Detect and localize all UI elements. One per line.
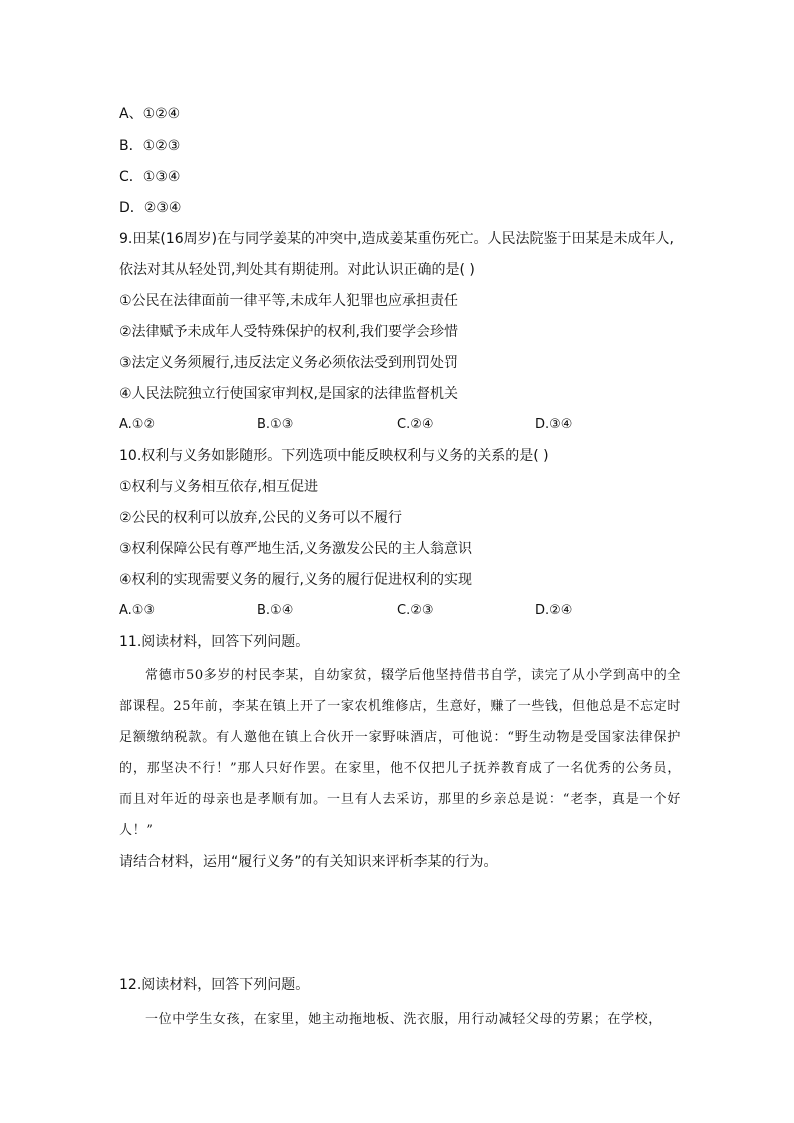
q11-material — [119, 660, 681, 846]
q10-statement-2: ②公民的权利可以放弃,公民的义务可以不履行 — [119, 510, 402, 526]
q9-choice-b: B.①③ — [257, 417, 294, 432]
q10-stem: 10.权利与义务如影随形。下列选项中能反映权利与义务的关系的是( ) — [119, 448, 549, 464]
q10-choice-b: B.①④ — [257, 603, 294, 618]
q9-stem-line1: 9.田某(16周岁)在与同学姜某的冲突中,造成姜某重伤死亡。人民法院鉴于田某是未成年人, — [119, 231, 674, 247]
q11-question: 请结合材料，运用“履行义务”的有关知识来评析李某的行为。 — [119, 854, 498, 870]
q11-material-text: 常德市50多岁的村民李某，自幼家贫，辍学后他坚持借书自学，读完了从小学到高中的全部课程。25年前，李某在镇上开了一家农机维修店，生意好，赚了一些钱，但他总是不忘定时足额缴纳税款。有人邀他在镇上合伙开一家野味酒店，可他说：“野生动物是受国家法律保护的，那坚决不行！”那人只好作罢。在家里，他不仅把儿子抚养教育成了一名优秀的公务员，而且对年近的母亲也是孝顺有加。一旦有人去采访，那里的乡亲总是说：“老李，真是一个好人！” — [119, 668, 681, 838]
q10-choice-a: A.①③ — [119, 603, 156, 618]
q12-material — [119, 1010, 681, 1030]
q8-option-a: A、①②④ — [119, 106, 181, 122]
q12-title: 12.阅读材料，回答下列问题。 — [119, 977, 310, 993]
q10-statement-4: ④权利的实现需要义务的履行,义务的履行促进权利的实现 — [119, 572, 472, 588]
q10-choice-c: C.②③ — [397, 603, 434, 618]
q9-choice-d: D.③④ — [535, 417, 573, 432]
q10-choice-d: D.②④ — [535, 603, 573, 618]
q9-statement-2: ②法律赋予未成年人受特殊保护的权利,我们要学会珍惜 — [119, 324, 458, 340]
q9-statement-4: ④人民法院独立行使国家审判权,是国家的法律监督机关 — [119, 386, 458, 402]
q12-material-text: 一位中学生女孩，在家里，她主动拖地板、洗衣服，用行动减轻父母的劳累；在学校， — [145, 1012, 662, 1027]
q9-choice-a: A.①② — [119, 417, 156, 432]
q9-stem-line2: 依法对其从轻处罚,判处其有期徒刑。对此认识正确的是( ) — [119, 262, 475, 278]
q8-option-b: B．①②③ — [119, 138, 181, 154]
q8-option-d: D．②③④ — [119, 200, 182, 216]
q8-option-c: C．①③④ — [119, 169, 181, 185]
q11-title: 11.阅读材料，回答下列问题。 — [119, 634, 310, 650]
q10-statement-3: ③权利保障公民有尊严地生活,义务激发公民的主人翁意识 — [119, 541, 472, 557]
q9-statement-3: ③法定义务须履行,违反法定义务必须依法受到刑罚处罚 — [119, 355, 458, 371]
q9-statement-1: ①公民在法律面前一律平等,未成年人犯罪也应承担责任 — [119, 293, 458, 309]
q10-statement-1: ①权利与义务相互依存,相互促进 — [119, 479, 319, 495]
q9-choices — [119, 415, 679, 435]
q9-choice-c: C.②④ — [397, 417, 434, 432]
q10-choices — [119, 601, 679, 621]
